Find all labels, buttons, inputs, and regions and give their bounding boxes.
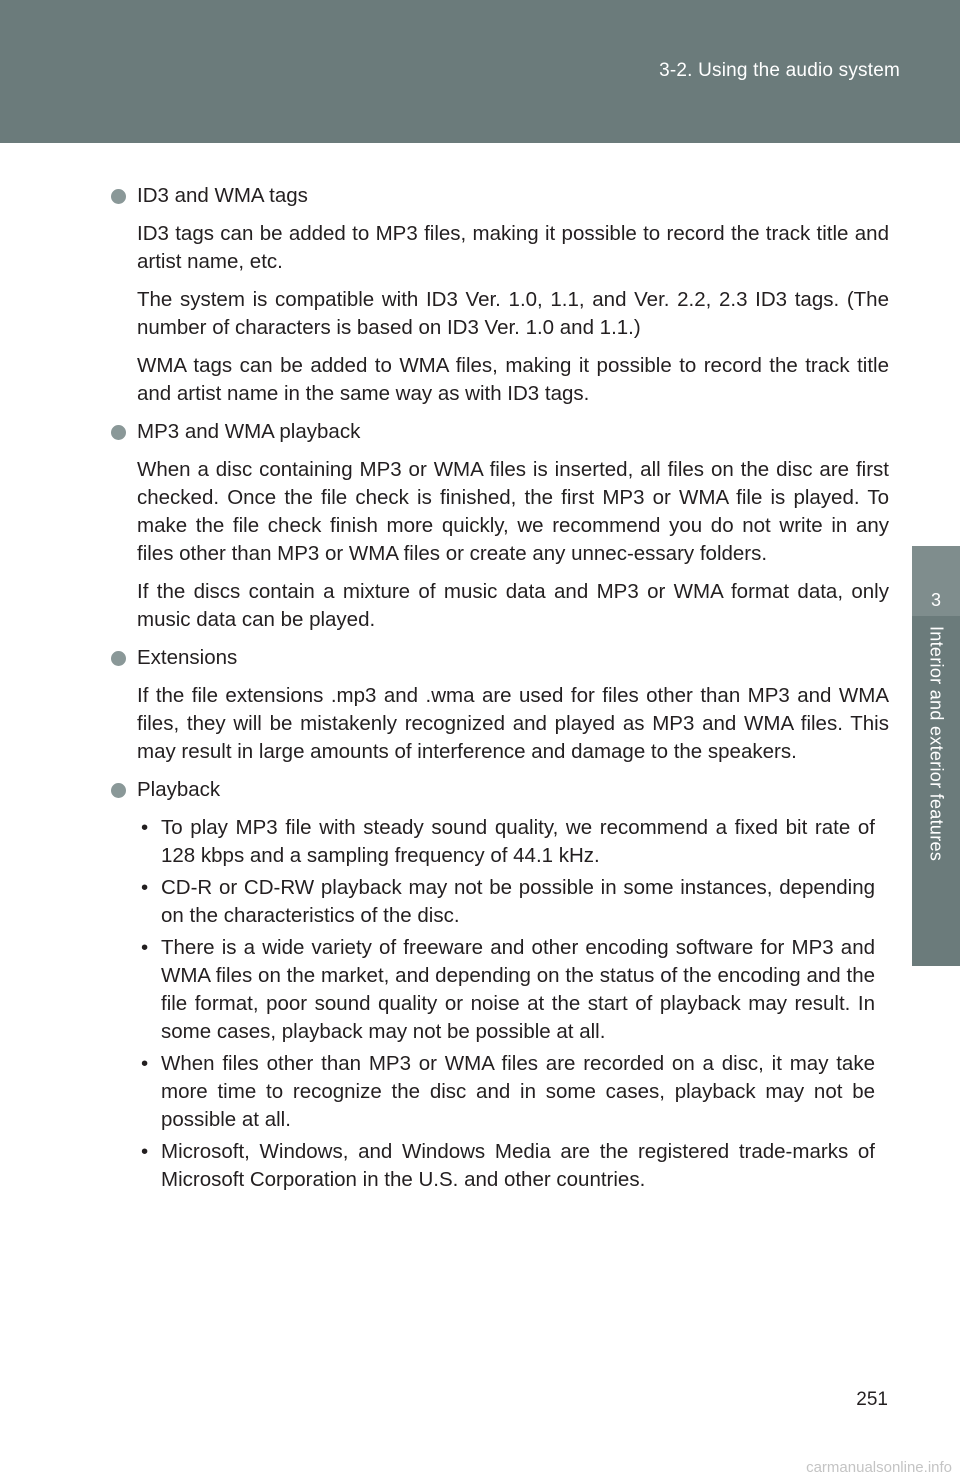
paragraph: ID3 tags can be added to MP3 files, making it possible to record the track title and artist name, etc. bbox=[137, 222, 889, 273]
chapter-label: Interior and exterior features bbox=[926, 626, 947, 862]
list-item-text: There is a wide variety of freeware and other encoding software for MP3 and WMA files on the market, and depending on the status of the encoding and the file format, poor sound quality or noise at the start of playback may result. In some cases, playback may not be possible at all. bbox=[161, 936, 875, 1043]
bullet-icon: • bbox=[141, 876, 149, 899]
paragraph: When a disc containing MP3 or WMA files is inserted, all files on the disc are first checked. Once the file check is finished, the first MP3 or WMA file is played. To make the file check finish more quickly, we recommend you do not write in any files other than MP3 or WMA files or create any unnec-essary folders. bbox=[137, 458, 889, 565]
section-heading bbox=[124, 182, 889, 210]
section-heading-text: ID3 and WMA tags bbox=[137, 184, 308, 207]
circle-bullet-icon bbox=[111, 651, 126, 666]
list-item bbox=[137, 874, 889, 930]
list-item bbox=[137, 1050, 889, 1134]
circle-bullet-icon bbox=[111, 189, 126, 204]
section-heading-text: MP3 and WMA playback bbox=[137, 420, 361, 443]
list-item bbox=[137, 814, 889, 870]
list-item bbox=[137, 934, 889, 1046]
section-heading-text: Extensions bbox=[137, 646, 238, 669]
section-heading-text: Playback bbox=[137, 778, 221, 801]
list-item-text: Microsoft, Windows, and Windows Media are the registered trade-marks of Microsoft Corporation in the U.S. and other countries. bbox=[161, 1140, 875, 1191]
bullet-icon: • bbox=[141, 1140, 149, 1163]
section-title: 3-2. Using the audio system bbox=[659, 60, 900, 81]
chapter-number-box bbox=[912, 546, 960, 616]
page-number: 251 bbox=[856, 1389, 888, 1410]
paragraph: If the discs contain a mixture of music data and MP3 or WMA format data, only music data can be played. bbox=[137, 580, 889, 631]
bullet-icon: • bbox=[141, 816, 149, 839]
section-mp3-wma-playback bbox=[124, 418, 889, 634]
section-extensions bbox=[124, 644, 889, 766]
playback-notes-list bbox=[137, 814, 889, 1194]
paragraph: The system is compatible with ID3 Ver. 1.0, 1.1, and Ver. 2.2, 2.3 ID3 tags. (The number of characters is based on ID3 Ver. 1.0 and 1.1.) bbox=[137, 288, 889, 339]
chapter-tab bbox=[912, 546, 960, 966]
paragraph: WMA tags can be added to WMA files, making it possible to record the track title and artist name in the same way as with ID3 tags. bbox=[137, 354, 889, 405]
circle-bullet-icon bbox=[111, 783, 126, 798]
section-heading bbox=[124, 776, 889, 804]
list-item-text: CD-R or CD-RW playback may not be possible in some instances, depending on the characteristics of the disc. bbox=[161, 876, 875, 927]
main-content bbox=[124, 182, 889, 1204]
list-item bbox=[137, 1138, 889, 1194]
circle-bullet-icon bbox=[111, 425, 126, 440]
bullet-icon: • bbox=[141, 1052, 149, 1075]
section-playback bbox=[124, 776, 889, 1194]
page-header bbox=[0, 0, 960, 143]
section-id3-wma-tags bbox=[124, 182, 889, 408]
list-item-text: When files other than MP3 or WMA files are recorded on a disc, it may take more time to recognize the disc and in some cases, playback may not be possible at all. bbox=[161, 1052, 875, 1131]
chapter-number: 3 bbox=[930, 590, 941, 610]
paragraph: If the file extensions .mp3 and .wma are used for files other than MP3 and WMA files, they will be mistakenly recognized and played as MP3 and WMA files. This may result in large amounts of interference and damage to the speakers. bbox=[137, 684, 889, 763]
bullet-icon: • bbox=[141, 936, 149, 959]
section-heading bbox=[124, 644, 889, 672]
list-item-text: To play MP3 file with steady sound quality, we recommend a fixed bit rate of 128 kbps and a sampling frequency of 44.1 kHz. bbox=[161, 816, 875, 867]
section-heading bbox=[124, 418, 889, 446]
watermark: carmanualsonline.info bbox=[806, 1459, 952, 1476]
